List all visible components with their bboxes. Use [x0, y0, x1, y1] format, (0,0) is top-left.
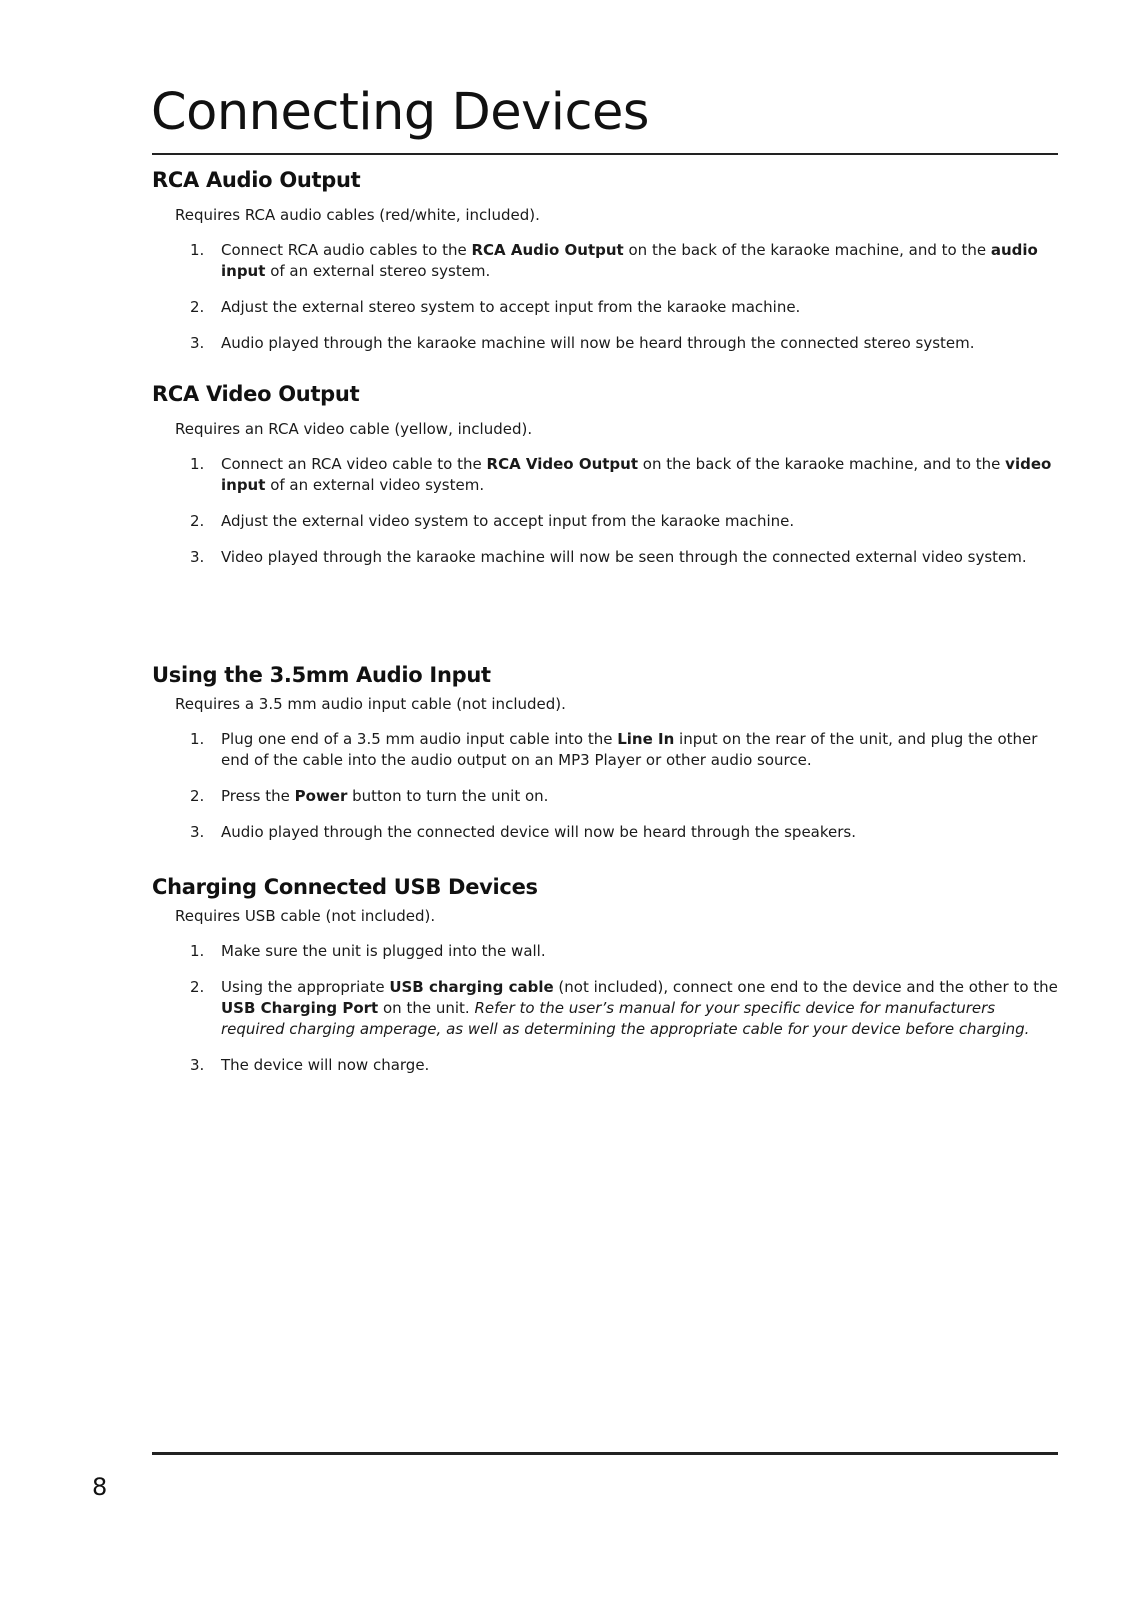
requirements-note: Requires an RCA video cable (yellow, included). — [175, 420, 533, 439]
requirements-note: Requires USB cable (not included). — [175, 907, 436, 926]
list-item — [152, 547, 1058, 568]
steps-list — [152, 729, 1058, 843]
footer-divider — [152, 1452, 1058, 1455]
step-text: Adjust the external stereo system to accept input from the karaoke machine. — [221, 298, 801, 317]
step-text: The device will now charge. — [221, 1056, 430, 1075]
list-item — [152, 511, 1058, 532]
step-text: Using the appropriate — [221, 978, 390, 997]
step-text: of an external stereo system. — [265, 262, 491, 281]
step-number: 2. — [190, 787, 205, 806]
step-number: 1. — [190, 730, 205, 749]
step-emphasis: RCA Video Output — [486, 455, 639, 474]
step-number: 1. — [190, 455, 205, 474]
section-charging-usb-devices — [152, 875, 1058, 1091]
list-item — [152, 454, 1058, 496]
requirements-note: Requires RCA audio cables (red/white, included). — [175, 206, 540, 225]
steps-list — [152, 454, 1058, 568]
step-text: Adjust the external video system to accept input from the karaoke machine. — [221, 512, 795, 531]
step-number: 2. — [190, 512, 205, 531]
step-number: 3. — [190, 334, 205, 353]
list-item — [152, 333, 1058, 354]
step-text: on the back of the karaoke machine, and to the — [638, 455, 1006, 474]
step-emphasis: Line In — [617, 730, 675, 749]
page-number: 8 — [92, 1473, 108, 1501]
title-divider — [152, 153, 1058, 155]
page-title: Connecting Devices — [151, 83, 649, 142]
step-text: input on the rear of the unit, and plug the other end of the cable into the audio output on an MP3 Player or other audio source. — [221, 730, 1038, 770]
step-number: 2. — [190, 978, 205, 997]
step-emphasis: audio input — [221, 241, 1038, 281]
section-heading: Charging Connected USB Devices — [152, 875, 538, 899]
step-emphasis: USB charging cable — [389, 978, 554, 997]
section-3-5mm-audio-input — [152, 663, 1058, 858]
list-item — [152, 822, 1058, 843]
step-number: 1. — [190, 241, 205, 260]
list-item — [152, 1055, 1058, 1076]
section-rca-video-output — [152, 382, 1058, 583]
step-emphasis: USB Charging Port — [221, 999, 379, 1018]
list-item — [152, 941, 1058, 962]
step-text: Press the — [221, 787, 295, 806]
list-item — [152, 977, 1058, 1040]
requirements-note: Requires a 3.5 mm audio input cable (not included). — [175, 695, 566, 714]
step-text: Make sure the unit is plugged into the wall. — [221, 942, 546, 961]
list-item — [152, 729, 1058, 771]
step-text: Audio played through the connected device will now be heard through the speakers. — [221, 823, 856, 842]
section-heading: RCA Audio Output — [152, 168, 361, 192]
section-heading: Using the 3.5mm Audio Input — [152, 663, 491, 687]
list-item — [152, 786, 1058, 807]
list-item — [152, 297, 1058, 318]
step-text: button to turn the unit on. — [347, 787, 549, 806]
section-heading: RCA Video Output — [152, 382, 360, 406]
step-number: 3. — [190, 1056, 205, 1075]
step-emphasis: video input — [221, 455, 1052, 495]
step-number: 2. — [190, 298, 205, 317]
step-emphasis: Power — [294, 787, 348, 806]
step-text: of an external video system. — [265, 476, 485, 495]
steps-list — [152, 941, 1058, 1076]
step-text: Plug one end of a 3.5 mm audio input cable into the — [221, 730, 618, 749]
step-text: on the back of the karaoke machine, and to the — [623, 241, 991, 260]
step-text: Audio played through the karaoke machine will now be heard through the connected stereo system. — [221, 334, 975, 353]
step-italic-note: Refer to the user’s manual for your specific device for manufacturers required charging amperage, as well as determining the appropriate cable for your device before charging. — [221, 999, 1030, 1039]
step-number: 3. — [190, 548, 205, 567]
step-text: Connect RCA audio cables to the — [221, 241, 472, 260]
step-text: Connect an RCA video cable to the — [221, 455, 487, 474]
step-emphasis: RCA Audio Output — [471, 241, 624, 260]
section-rca-audio-output — [152, 168, 1058, 369]
step-number: 1. — [190, 942, 205, 961]
step-number: 3. — [190, 823, 205, 842]
list-item — [152, 240, 1058, 282]
step-text: (not included), connect one end to the device and the other to the — [553, 978, 1058, 997]
steps-list — [152, 240, 1058, 354]
step-text: Video played through the karaoke machine will now be seen through the connected external video system. — [221, 548, 1027, 567]
step-text: on the unit. — [378, 999, 475, 1018]
